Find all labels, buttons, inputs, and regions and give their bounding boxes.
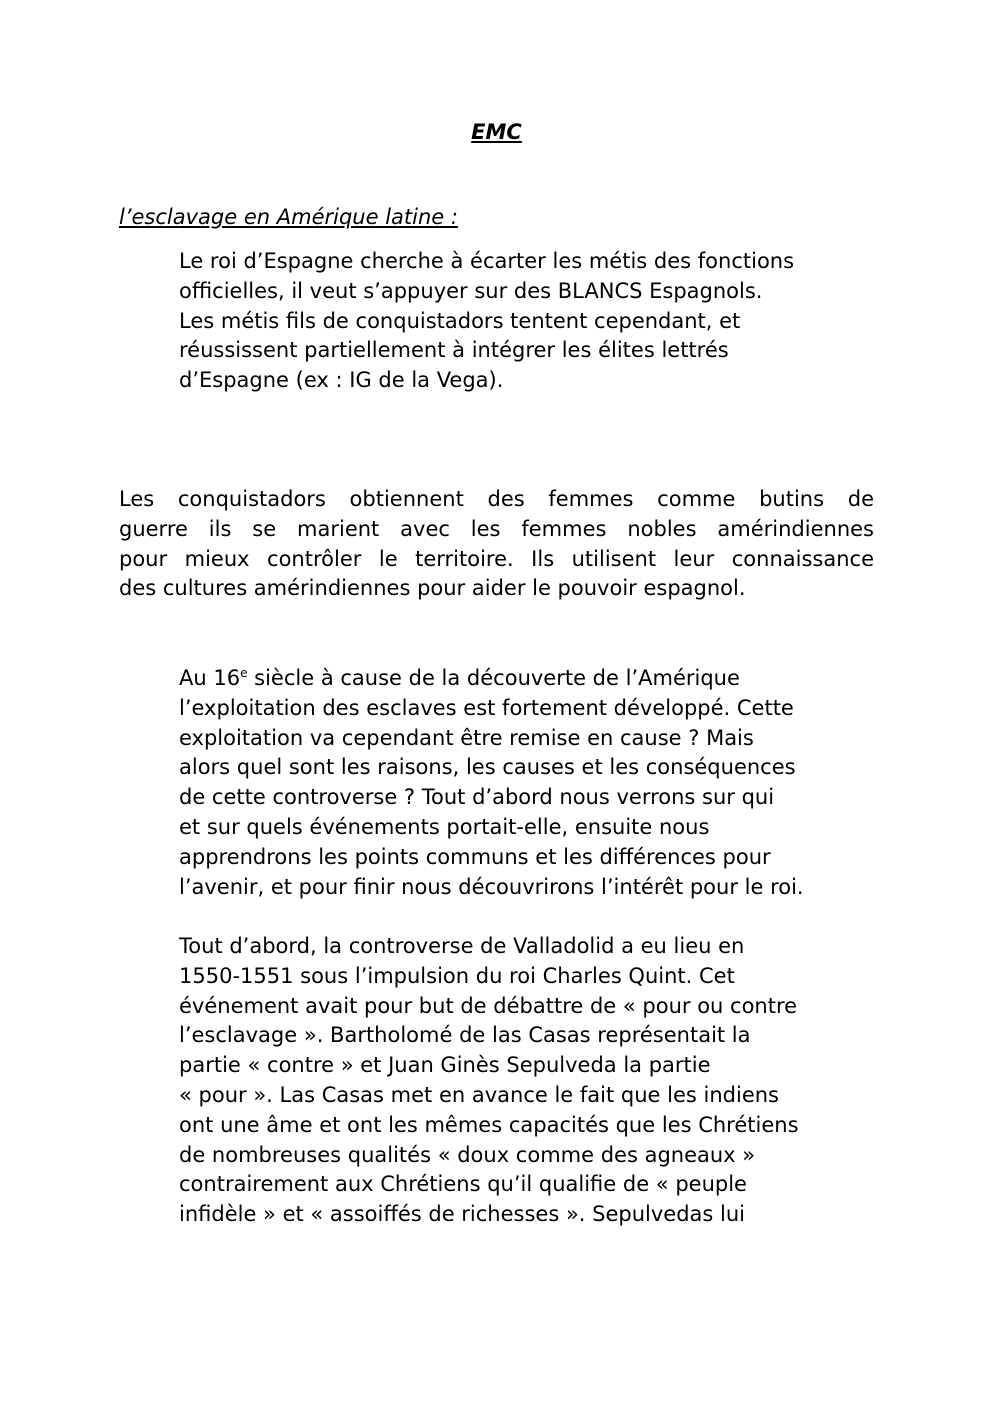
text-line: partie « contre » et Juan Ginès Sepulveda la partie <box>179 1053 711 1078</box>
text-line: événement avait pour but de débattre de « pour ou contre <box>179 993 798 1018</box>
text-line: Tout d’abord, la controverse de Valladolid a eu lieu en <box>179 934 745 958</box>
text-fragment: siècle à cause de la découverte de l’Amérique <box>247 666 740 690</box>
text-line: contrairement aux Chrétiens qu’il qualifie de « peuple <box>179 1172 747 1197</box>
text-line: alors quel sont les raisons, les causes et les conséquences <box>179 755 796 780</box>
text-line: l’esclavage ». Bartholomé de las Casas représentait la <box>179 1023 751 1048</box>
text-line: « pour ». Las Casas met en avance le fait que les indiens <box>179 1082 779 1107</box>
text-line: Les conquistadors obtiennent des femmes comme butins de <box>119 487 874 511</box>
text-line: exploitation va cependant être remise en cause ? Mais <box>179 725 754 750</box>
text-line: Le roi d’Espagne cherche à écarter les métis des fonctions <box>179 249 795 273</box>
paragraph-valladolid <box>179 932 889 1230</box>
text-line: apprendrons les points communs et les différences pour <box>179 844 771 869</box>
text-line: ont une âme et ont les mêmes capacités que les Chrétiens <box>179 1112 799 1137</box>
text-line: d’Espagne (ex : IG de la Vega). <box>179 368 504 393</box>
page-title: EMC <box>471 120 522 144</box>
text-line: l’exploitation des esclaves est fortement développé. Cette <box>179 695 794 720</box>
text-line: guerre ils se marient avec les femmes nobles amérindiennes <box>119 516 874 541</box>
paragraph-introduction <box>179 664 889 902</box>
paragraph-metis <box>179 247 889 396</box>
text-line: des cultures amérindiennes pour aider le pouvoir espagnol. <box>119 576 746 601</box>
text-line <box>179 664 889 694</box>
text-line: l’avenir, et pour finir nous découvrirons l’intérêt pour le roi. <box>179 874 804 899</box>
text-line: officielles, il veut s’appuyer sur des BLANCS Espagnols. <box>179 278 763 303</box>
text-line: réussissent partiellement à intégrer les élites lettrés <box>179 338 729 363</box>
text-line: et sur quels événements portait-elle, ensuite nous <box>179 814 710 839</box>
text-line: 1550-1551 sous l’impulsion du roi Charles Quint. Cet <box>179 963 735 988</box>
text-line: pour mieux contrôler le territoire. Ils utilisent leur connaissance <box>119 546 874 571</box>
text-line: Les métis fils de conquistadors tentent cependant, et <box>179 308 741 333</box>
text-fragment: Au 16 <box>179 666 241 690</box>
paragraph-conquistadors <box>119 485 874 604</box>
text-line: infidèle » et « assoiffés de richesses ». Sepulvedas lui <box>179 1202 746 1227</box>
text-line: de cette controverse ? Tout d’abord nous verrons sur qui <box>179 785 775 810</box>
text-line: de nombreuses qualités « doux comme des agneaux » <box>179 1142 756 1167</box>
section-heading: l’esclavage en Amérique latine : <box>119 205 458 229</box>
superscript: e <box>240 666 248 680</box>
